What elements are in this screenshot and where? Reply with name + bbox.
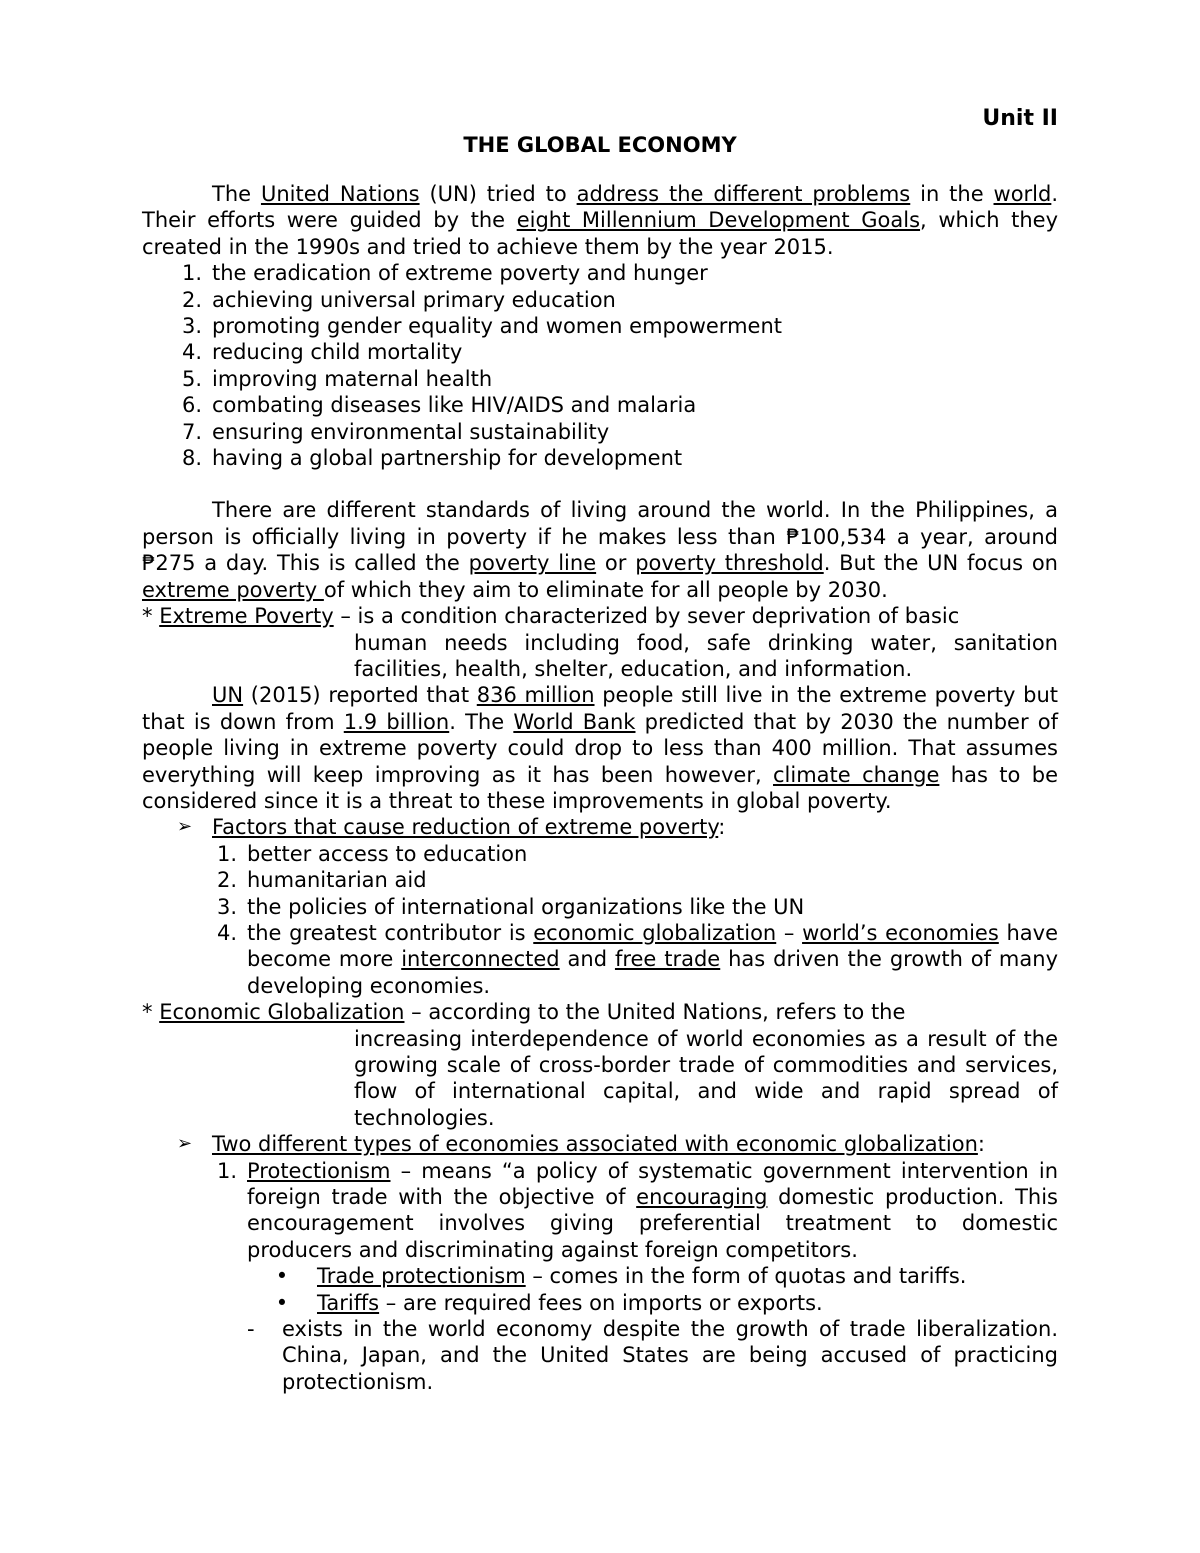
text-run: has to be considered since it is a threat to these improvements in global poverty.: [142, 762, 1058, 813]
text-run: of which they aim to eliminate for all people by 2030.: [323, 577, 888, 602]
text-run: or: [596, 551, 636, 576]
list-text: exists in the world economy despite the growth of trade liberalization. China, Japan, and the United States are being accused of practicing protectionism.: [282, 1317, 1058, 1394]
text-run: (UN) tried to: [419, 182, 577, 206]
text-run: has driven the growth of many developing economies.: [247, 947, 1058, 998]
list-number: 4.: [181, 340, 202, 365]
arrow-bullet-icon: ➢: [177, 1133, 193, 1155]
list-item: [142, 419, 1058, 445]
text-run: predicted that by 2030 the number of people living in extreme poverty could drop to less than 400 million. That assumes everything will keep improving as it has been however,: [142, 709, 1059, 787]
underlined-term: Protectionism: [247, 1158, 391, 1183]
list-text: improving maternal health: [212, 366, 493, 391]
underlined-term: 1.9 billion: [343, 709, 450, 734]
list-item: [142, 445, 1058, 471]
list-number: 2.: [216, 868, 237, 893]
text-run: – are required fees on imports or exports.: [379, 1290, 823, 1315]
text-run: . Their efforts were guided by the: [142, 182, 1059, 233]
underlined-term: address the different problems: [576, 182, 911, 206]
text-run: (2015) reported that: [243, 683, 477, 708]
unit-label: Unit II: [982, 106, 1058, 131]
list-number: 4.: [216, 920, 237, 945]
list-text: the policies of international organizations like the UN: [247, 894, 805, 919]
list-item: [142, 366, 1058, 392]
text-run: . But the UN focus on: [823, 551, 1058, 576]
spacer: [142, 471, 1058, 497]
list-item: [177, 867, 1058, 893]
bullet-item: [247, 1263, 1058, 1289]
underlined-term: eight Millennium Development Goals: [516, 208, 921, 233]
definition-lead: – is a condition characterized by sever deprivation of basic: [333, 604, 960, 629]
list-item: [142, 339, 1058, 365]
underlined-term: World Bank: [513, 709, 636, 734]
list-text: better access to education: [247, 841, 528, 866]
list-number: 8.: [181, 446, 202, 471]
underlined-term: poverty line: [468, 551, 597, 576]
list-text: the eradication of extreme poverty and hunger: [212, 261, 708, 286]
list-number: 3.: [216, 894, 237, 919]
un-report-paragraph: [142, 682, 1058, 814]
heading-text: Two different types of economies associated with economic globalization: [212, 1132, 978, 1157]
list-item: [177, 841, 1058, 867]
underlined-term: climate change: [773, 762, 940, 787]
list-item: [177, 920, 1058, 999]
list-number: 1.: [181, 261, 202, 286]
underlined-term: poverty threshold: [635, 551, 824, 576]
list-text: promoting gender equality and women empowerment: [212, 314, 782, 339]
bullet-icon: •: [275, 1290, 289, 1315]
text-run: –: [776, 920, 803, 945]
arrow-bullet-icon: ➢: [177, 816, 193, 838]
definition-economic-globalization: [142, 999, 1058, 1025]
text-run: the greatest contributor is: [247, 920, 534, 945]
asterisk-marker: *: [142, 604, 160, 629]
bullet-icon: •: [275, 1264, 289, 1289]
underlined-term: 836 million: [476, 683, 595, 708]
list-item: [142, 313, 1058, 339]
list-text: ensuring environmental sustainability: [212, 419, 610, 444]
factors-heading: [142, 814, 1058, 840]
text-run: The: [212, 182, 261, 206]
definition-term: Economic Globalization: [159, 1000, 405, 1025]
underlined-term: UN: [212, 683, 244, 708]
underlined-term: economic globalization: [533, 920, 777, 945]
underlined-term: extreme poverty: [142, 577, 324, 602]
list-text: reducing child mortality: [212, 340, 463, 365]
underlined-term: Tariffs: [317, 1290, 380, 1315]
text-run: have become more: [247, 920, 1058, 972]
list-number: 6.: [181, 393, 202, 418]
text-run: – means “a policy of systematic government intervention in foreign trade with the objective of: [247, 1158, 1058, 1210]
definition-continuation: increasing interdependence of world economies as a result of the growing scale of cross-border trade of commodities and services, flow of international capital, and wide and rapid spread of technologies.: [354, 1026, 1058, 1130]
list-item: [142, 287, 1058, 313]
list-number: 1.: [216, 1158, 237, 1183]
definition-continuation: human needs including food, safe drinking water, sanitation facilities, health, shelter, education, and information.: [354, 630, 1058, 681]
list-number: 5.: [181, 366, 202, 391]
page-title: THE GLOBAL ECONOMY: [463, 133, 737, 157]
text-run: :: [718, 815, 726, 840]
poverty-paragraph: [142, 497, 1058, 603]
types-heading: [142, 1131, 1058, 1157]
protectionism-bullets: [142, 1263, 1058, 1316]
definition-lead: – according to the United Nations, refers to the: [404, 1000, 906, 1025]
list-number: 2.: [181, 287, 202, 312]
text-run: :: [977, 1132, 985, 1157]
dash-item: [142, 1316, 1058, 1395]
text-run: domestic production. This encouragement involves giving preferential treatment to domestic producers and discriminating against foreign competitors.: [247, 1185, 1058, 1262]
text-run: people still live in the extreme poverty but that is down from: [142, 683, 1058, 734]
list-number: 3.: [181, 314, 202, 339]
types-list: [142, 1158, 1058, 1264]
heading-text: Factors that cause reduction of extreme poverty: [212, 815, 719, 840]
list-text: having a global partnership for development: [212, 446, 683, 471]
list-item: [142, 392, 1058, 418]
intro-paragraph: [142, 181, 1058, 260]
underlined-term: world’s economies: [802, 920, 999, 945]
underlined-term: free trade: [614, 947, 721, 972]
text-run: . The: [449, 709, 514, 734]
text-run: – comes in the form of quotas and tariffs.: [525, 1264, 967, 1289]
text-run: in the: [910, 182, 994, 206]
text-run: and: [559, 947, 615, 972]
definition-extreme-poverty: [142, 603, 1058, 629]
underlined-term: world: [993, 182, 1052, 206]
list-text: combating diseases like HIV/AIDS and malaria: [212, 393, 697, 418]
text-run: There are different standards of living around the world. In the Philippines, a person is officially living in poverty if he makes less than ₱100,534 a year, around ₱275 a day. This is called the: [142, 498, 1058, 576]
mdg-list: [142, 260, 1058, 471]
list-item: [142, 260, 1058, 286]
definition-term: Extreme Poverty: [159, 604, 334, 629]
text-run: , which they created in the 1990s and tried to achieve them by the year 2015.: [142, 208, 1059, 259]
bullet-item: [247, 1290, 1058, 1316]
list-text: achieving universal primary education: [212, 287, 616, 312]
asterisk-marker: *: [142, 1000, 160, 1025]
list-item: [177, 894, 1058, 920]
underlined-term: interconnected: [401, 947, 560, 972]
factors-list: [142, 841, 1058, 999]
list-number: 1.: [216, 841, 237, 866]
list-number: 7.: [181, 419, 202, 444]
list-text: humanitarian aid: [247, 868, 427, 893]
underlined-term: encouraging: [636, 1185, 768, 1210]
underlined-term: Trade protectionism: [317, 1264, 526, 1289]
dash-marker: -: [247, 1317, 255, 1342]
list-item: [177, 1158, 1058, 1264]
underlined-term: United Nations: [260, 182, 420, 206]
document-body: [142, 105, 1058, 1395]
